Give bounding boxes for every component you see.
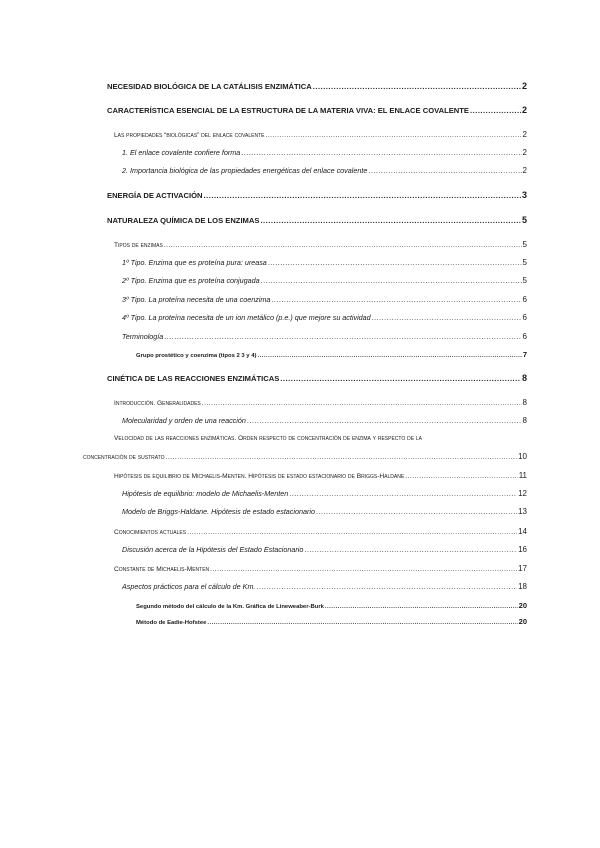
- toc-entry-title: Tipos de enzimas: [114, 242, 163, 249]
- toc-entry-title: CARACTERÍSTICA ESENCIAL DE LA ESTRUCTURA DE LA MATERIA VIVA: EL ENLACE COVALENTE: [107, 106, 469, 115]
- toc-page-number: 10: [518, 452, 527, 461]
- toc-page-number: 2: [521, 105, 527, 115]
- toc-page-number: 5: [521, 215, 527, 225]
- toc-entry-title: CINÉTICA DE LAS REACCIONES ENZIMÁTICAS: [107, 374, 280, 383]
- toc-page-number: 18: [518, 582, 527, 591]
- toc-entry-title: Introducción. Generalidades: [114, 400, 201, 407]
- toc-entry-title: ENERGÍA DE ACTIVACIÓN: [107, 191, 203, 200]
- toc-page-number: 2: [522, 148, 527, 157]
- toc-entry-title: Las propiedades “biológicas” del enlace covalente: [114, 132, 265, 139]
- toc-leader-dots: [256, 582, 517, 591]
- toc-entry[interactable]: [107, 105, 527, 115]
- toc-entry-title: Aspectos prácticos para el cálculo de Km.: [122, 582, 256, 591]
- toc-entry[interactable]: [136, 601, 527, 610]
- toc-page-number: 5: [522, 276, 527, 285]
- toc-leader-dots: [257, 353, 521, 359]
- toc-entry[interactable]: [122, 258, 527, 267]
- toc-leader-dots: [289, 489, 517, 498]
- toc-leader-dots: [247, 416, 522, 425]
- toc-entry-title: Conocimientos actuales: [114, 529, 187, 536]
- toc-entry[interactable]: [122, 489, 527, 498]
- toc-page-number: 2: [521, 81, 527, 91]
- toc-leader-dots: [202, 400, 522, 407]
- toc-leader-dots: [166, 454, 518, 461]
- toc-entry[interactable]: [136, 617, 527, 626]
- toc-entry[interactable]: [107, 81, 527, 91]
- toc-page-number: 13: [518, 507, 527, 516]
- toc-leader-dots: [268, 258, 522, 267]
- toc-entry-title: Discusión acerca de la Hipótesis del Estado Estacionario: [122, 545, 304, 554]
- toc-entry-title: 2º Tipo. Enzima que es proteína conjugada: [122, 276, 260, 285]
- toc-page-number: 20: [518, 617, 527, 626]
- toc-entry[interactable]: [114, 527, 527, 536]
- toc-entry[interactable]: [114, 398, 527, 407]
- toc-page-number: 7: [522, 350, 527, 359]
- toc-entry-title: Hipótesis de equilibrio: modelo de Michaelis-Menten: [122, 489, 289, 498]
- toc-entry-title: 1º Tipo. Enzima que es proteína pura: ureasa: [122, 258, 267, 267]
- toc-leader-dots: [368, 166, 521, 175]
- toc-entry-title: 2. Importancia biológica de las propiedades energéticas del enlace covalente: [122, 166, 368, 175]
- toc-leader-dots: [207, 620, 517, 626]
- toc-page-number: 5: [522, 258, 527, 267]
- toc-page-number: 6: [522, 332, 527, 341]
- toc-leader-dots: [260, 216, 521, 225]
- toc-entry[interactable]: [122, 276, 527, 285]
- toc-leader-dots: [280, 374, 521, 383]
- toc-entry-title: Molecularidad y orden de una reacción: [122, 416, 246, 425]
- toc-leader-dots: [261, 276, 522, 285]
- toc-page-number: 6: [522, 313, 527, 322]
- toc-entry[interactable]: [136, 350, 527, 359]
- toc-entry-title: Constante de Michaelis-Menten: [114, 566, 210, 573]
- toc-leader-dots: [271, 295, 521, 304]
- toc-entry[interactable]: [107, 215, 527, 225]
- toc-entry[interactable]: [122, 295, 527, 304]
- toc-page-number: 5: [522, 240, 527, 249]
- toc-page-number: 11: [518, 471, 527, 480]
- toc-leader-dots: [405, 473, 517, 480]
- toc-page-number: 8: [522, 416, 527, 425]
- toc-entry-title: Terminología: [122, 332, 164, 341]
- toc-entry[interactable]: [122, 582, 527, 591]
- toc-leader-dots: [372, 313, 522, 322]
- toc-page-number: 8: [522, 398, 527, 407]
- toc-leader-dots: [304, 545, 517, 554]
- toc-page-number: 8: [521, 373, 527, 383]
- toc-entry-title: Método de Eadie-Hofstee: [136, 620, 207, 626]
- toc-page-number: 6: [522, 295, 527, 304]
- toc-entry[interactable]: [114, 130, 527, 139]
- toc-entry[interactable]: [122, 313, 527, 322]
- toc-entry[interactable]: [114, 564, 527, 573]
- toc-leader-dots: [187, 529, 517, 536]
- toc-entry-title: concentración de sustrato: [83, 454, 165, 461]
- toc-page-number: 2: [522, 130, 527, 139]
- toc-page-number: 12: [518, 489, 527, 498]
- toc-leader-dots: [313, 82, 521, 91]
- toc-entry-title: NATURALEZA QUÍMICA DE LOS ENZIMAS: [107, 216, 260, 225]
- toc-entry[interactable]: [122, 545, 527, 554]
- toc-page-number: 16: [518, 545, 527, 554]
- toc-page-number: 2: [522, 166, 527, 175]
- toc-page-number: 17: [518, 564, 527, 573]
- toc-entry[interactable]: [107, 373, 527, 383]
- toc-entry-title: Modelo de Briggs-Haldane. Hipótesis de estado estacionario: [122, 507, 315, 516]
- toc-leader-dots: [210, 566, 517, 573]
- toc-leader-dots: [325, 604, 518, 610]
- toc-entry-title: Grupo prostético y coenzima (tipos 2 3 y 4): [136, 353, 257, 359]
- toc-entry[interactable]: [107, 190, 527, 200]
- toc-entry[interactable]: [122, 148, 527, 157]
- toc-leader-dots: [316, 507, 517, 516]
- toc-entry-title: 4º Tipo. La proteína necesita de un ion metálico (p.e.) que mejore su actividad: [122, 313, 371, 322]
- toc-entry-title: Hipótesis de equilibrio de Michaelis-Menten. Hipótesis de estado estacionario de Briggs-Haldane: [114, 473, 405, 480]
- toc-entry-title: NECESIDAD BIOLÓGICA DE LA CATÁLISIS ENZIMÁTICA: [107, 82, 312, 91]
- toc-entry[interactable]: [122, 166, 527, 175]
- toc-leader-dots: [164, 242, 522, 249]
- toc-entry[interactable]: [122, 332, 527, 341]
- toc-entry[interactable]: [122, 416, 527, 425]
- toc-page-number: 14: [518, 527, 527, 536]
- toc-leader-dots: [470, 106, 521, 115]
- toc-entry[interactable]: [114, 471, 527, 480]
- toc-entry-title: 1. El enlace covalente confiere forma: [122, 148, 241, 157]
- toc-leader-dots: [266, 132, 522, 139]
- toc-entry[interactable]: [114, 240, 527, 249]
- toc-leader-dots: [204, 191, 521, 200]
- toc-leader-dots: [241, 148, 521, 157]
- toc-entry-title-line1[interactable]: Velocidad de las reacciones enzimáticas. Orden respecto de concentración de enzima y respecto de la: [114, 435, 422, 442]
- toc-page-number: 20: [518, 601, 527, 610]
- toc-page-number: 3: [521, 190, 527, 200]
- toc-entry[interactable]: [83, 452, 527, 461]
- toc-entry-title: Segundo método del cálculo de la Km. Gráfica de Lineweaber-Burk: [136, 604, 324, 610]
- toc-entry-title: 3º Tipo. La proteína necesita de una coenzima: [122, 295, 271, 304]
- toc-leader-dots: [164, 332, 521, 341]
- toc-entry[interactable]: [122, 507, 527, 516]
